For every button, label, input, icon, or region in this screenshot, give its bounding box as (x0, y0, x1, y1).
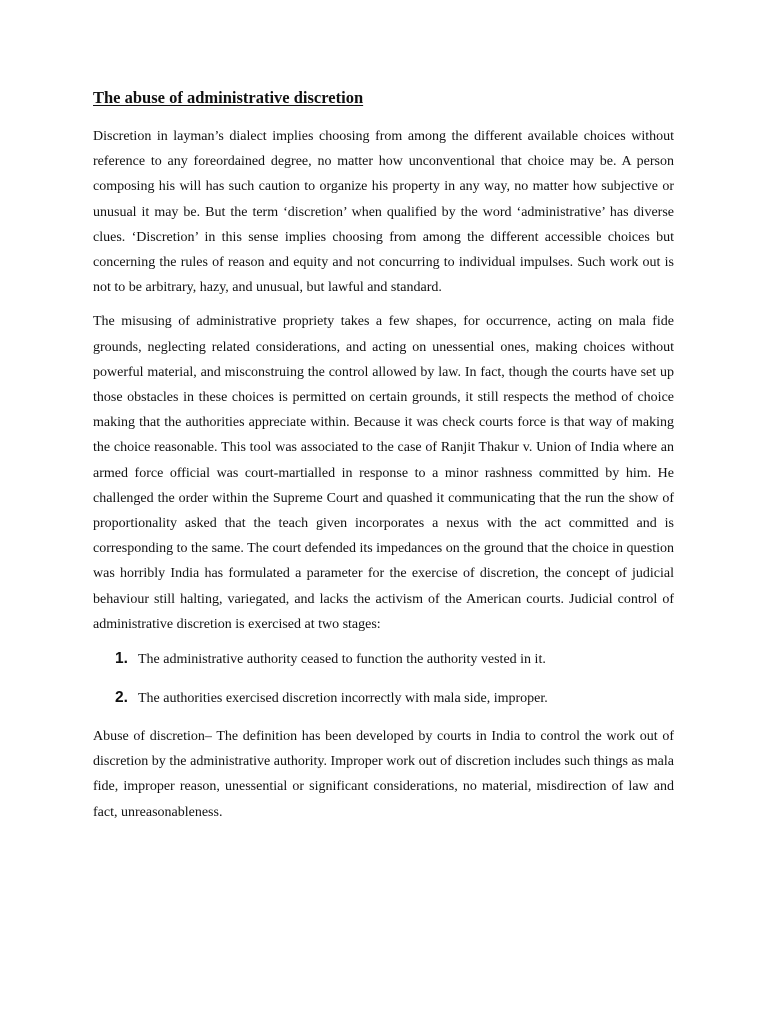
list-item-text: The administrative authority ceased to function the authority vested in it. (138, 652, 546, 668)
list-item-number: 1. (115, 650, 128, 668)
stages-list (93, 646, 674, 711)
list-item-number: 2. (115, 689, 128, 707)
document-title: The abuse of administrative discretion (93, 88, 364, 107)
list-item-text: The authorities exercised discretion incorrectly with mala side, improper. (138, 691, 548, 707)
paragraph-abuse-of-discretion: Abuse of discretion– The definition has been developed by courts in India to control the work out of discretion by the administrative authority. Improper work out of discretion includes such things as mala fide, improper reason, unessential or significant considerations, no material, misdirection of law and fact, unreasonableness. (93, 729, 674, 820)
list-item (93, 685, 674, 711)
document-page (93, 87, 674, 834)
paragraph-discretion-definition: Discretion in layman’s dialect implies choosing from among the different available choices without reference to any foreordained degree, no matter how unconventional that choice may be. A person composing his will has such caution to organize his property in any way, no matter how subjective or unusual it may be. But the term ‘discretion’ when qualified by the word ‘administrative’ has diverse clues. ‘Discretion’ in this sense implies choosing from among the different accessible choices but concerning the rules of reason and equity and not concurring to individual impulses. Such work out is not to be arbitrary, hazy, and unusual, but lawful and standard. (93, 129, 674, 296)
paragraph-misuse-of-propriety: The misusing of administrative propriety takes a few shapes, for occurrence, acting on mala fide grounds, neglecting related considerations, and acting on unessential ones, making choices without powerful material, and misconstruing the control allowed by law. In fact, though the courts have set up those obstacles in these choices is permitted on certain grounds, it still respects the method of choice making that the authorities appreciate within. Because it was check courts force is that way of making the choice reasonable. This tool was associated to the case of Ranjit Thakur v. Union of India where an armed force official was court-martialled in response to a minor rashness committed by him. He challenged the order within the Supreme Court and quashed it communicating that the run the show of proportionality asked that the teach given incorporates a nexus with the act committed and is corresponding to the same. The court defended its impedances on the ground that the choice in question was horribly India has formulated a parameter for the exercise of discretion, the concept of judicial behaviour still halting, variegated, and lacks the activism of the American courts. Judicial control of administrative discretion is exercised at two stages: (93, 314, 674, 632)
list-item (93, 646, 674, 672)
